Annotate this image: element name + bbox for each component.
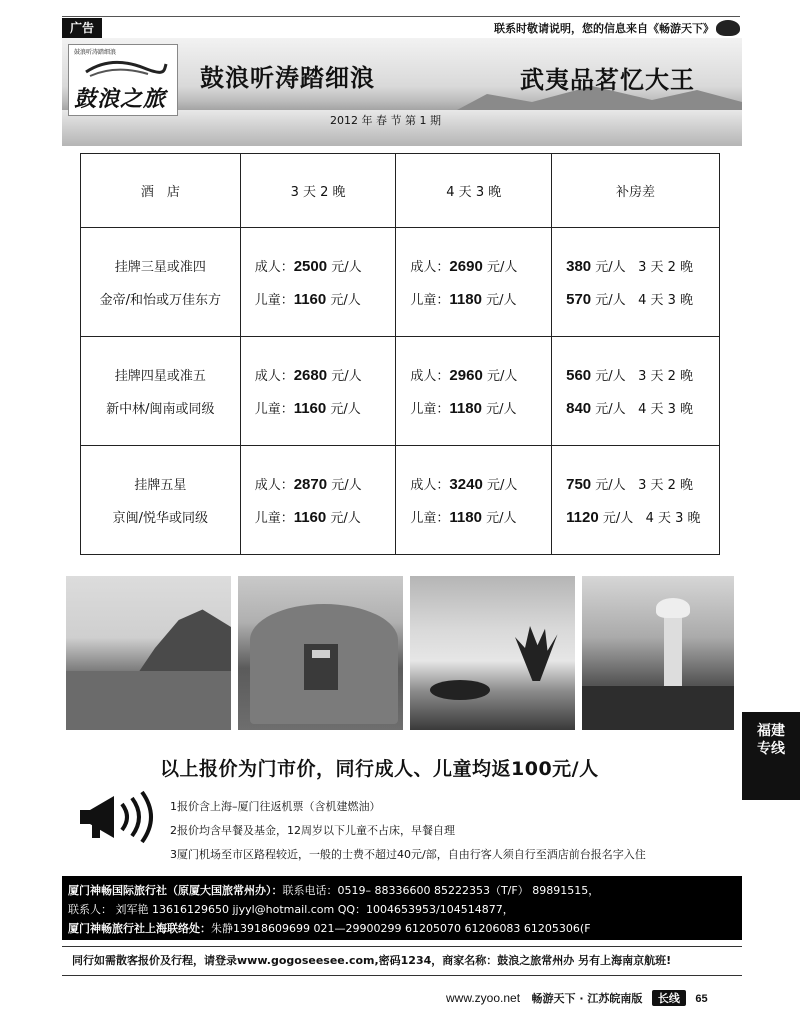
adult-price: 成人：2690 元/人 <box>410 258 518 275</box>
source-note: 联系时敬请说明，您的信息来自《畅游天下》 <box>494 22 714 35</box>
hotel-names: 金帝/和怡或万佳东方 <box>99 293 222 308</box>
contact-line: 厦门神畅旅行社上海联络处：朱静13918609699 021—29900299 61205070 61206083 61205306(F <box>68 922 591 935</box>
diff-3d2n: 380 元/人 3 天 2 晚 <box>566 258 694 275</box>
logo-wordmark: 鼓浪之旅 <box>74 86 167 112</box>
room-diff-cell <box>552 446 720 555</box>
diff-4d3n: 1120 元/人 4 天 3 晚 <box>566 509 701 526</box>
ad-tag: 广告 <box>62 18 102 38</box>
photo-island-rocks <box>66 576 231 730</box>
child-price: 儿童：1160 元/人 <box>254 291 361 308</box>
note-item: 1报价含上海–厦门往返机票（含机建燃油） <box>170 800 381 813</box>
hotel-names: 新中林/闽南或同级 <box>106 402 215 417</box>
hotel-grade: 挂牌三星或准四 <box>114 260 206 275</box>
diff-3d2n: 750 元/人 3 天 2 晚 <box>566 476 694 493</box>
child-price: 儿童：1180 元/人 <box>410 400 517 417</box>
room-diff-cell <box>552 337 720 446</box>
table-row <box>81 228 720 337</box>
adult-price: 成人：2500 元/人 <box>254 258 362 275</box>
diff-4d3n: 840 元/人 4 天 3 晚 <box>566 400 694 417</box>
contact-line: 联系人： 刘军艳 13616129650 jjyyl@hotmail.com QQ：1004653953/104514877， <box>68 903 514 916</box>
hotel-names: 京闽/悦华或同级 <box>112 511 209 526</box>
section-tab-fujian: 福建 专线 <box>742 712 800 800</box>
page-footer <box>446 990 708 1006</box>
megaphone-icon <box>78 790 162 844</box>
adult-price: 成人：3240 元/人 <box>410 476 518 493</box>
wave-icon <box>84 58 168 78</box>
promo-headline: 以上报价为门市价，同行成人、儿童均返100元/人 <box>160 758 599 780</box>
price-table <box>80 153 720 555</box>
note-item: 2报价均含早餐及基金，12周岁以下儿童不占床，早餐自理 <box>170 824 455 837</box>
child-price: 儿童：1180 元/人 <box>410 291 517 308</box>
header-hotel: 酒 店 <box>81 154 241 228</box>
child-price: 儿童：1160 元/人 <box>254 400 361 417</box>
header-room-diff: 补房差 <box>552 154 720 228</box>
hotel-cell <box>81 337 241 446</box>
table-header-row <box>81 154 720 228</box>
contact-line: 厦门神畅国际旅行社（原厦大国旅常州办）：联系电话：0519– 88336600 85222353（T/F） 89891515， <box>68 884 600 897</box>
issue-label: 2012 年 春 节 第 1 期 <box>330 114 441 127</box>
note-item: 3厦门机场至市区路程较近，一般的士费不超过40元/部，自由行客人须自行至酒店前台报名字入住 <box>170 848 646 861</box>
contact-panel <box>62 876 742 940</box>
hotel-grade: 挂牌五星 <box>134 478 187 493</box>
price-cell-3d2n <box>240 446 396 555</box>
hotel-grade: 挂牌四星或准五 <box>114 369 206 384</box>
room-diff-cell <box>552 228 720 337</box>
publisher-logo-icon <box>716 20 740 36</box>
price-cell-3d2n <box>240 228 396 337</box>
header-3d2n: 3 天 2 晚 <box>240 154 396 228</box>
price-cell-4d3n <box>396 446 552 555</box>
adult-price: 成人：2680 元/人 <box>254 367 362 384</box>
photo-city-tower <box>582 576 734 730</box>
diff-4d3n: 570 元/人 4 天 3 晚 <box>566 291 694 308</box>
footer-note: 同行如需散客报价及行程，请登录www.gogoseesee.com,密码1234，商家名称：鼓浪之旅常州办 另有上海南京航班! <box>72 954 672 967</box>
slogan-left: 鼓浪听涛踏细浪 <box>200 63 375 92</box>
price-cell-4d3n <box>396 228 552 337</box>
section-badge: 长线 <box>652 990 686 1006</box>
child-price: 儿童：1180 元/人 <box>410 509 517 526</box>
hotel-cell <box>81 446 241 555</box>
header-4d3n: 4 天 3 晚 <box>396 154 552 228</box>
photo-tulou <box>238 576 403 730</box>
logo-tagline: 鼓浪听涛踏细浪 <box>74 49 117 56</box>
price-cell-3d2n <box>240 337 396 446</box>
photo-beach-sculpture <box>410 576 575 730</box>
page-number: 65 <box>695 993 708 1005</box>
diff-3d2n: 560 元/人 3 天 2 晚 <box>566 367 694 384</box>
table-row <box>81 337 720 446</box>
publication-name: 畅游天下 · 江苏皖南版 <box>531 992 643 1005</box>
website-link[interactable]: www.zyoo.net <box>446 991 521 1005</box>
hotel-cell <box>81 228 241 337</box>
price-cell-4d3n <box>396 337 552 446</box>
slogan-right: 武夷品茗忆大王 <box>520 65 695 94</box>
child-price: 儿童：1160 元/人 <box>254 509 361 526</box>
adult-price: 成人：2960 元/人 <box>410 367 518 384</box>
table-row <box>81 446 720 555</box>
adult-price: 成人：2870 元/人 <box>254 476 362 493</box>
